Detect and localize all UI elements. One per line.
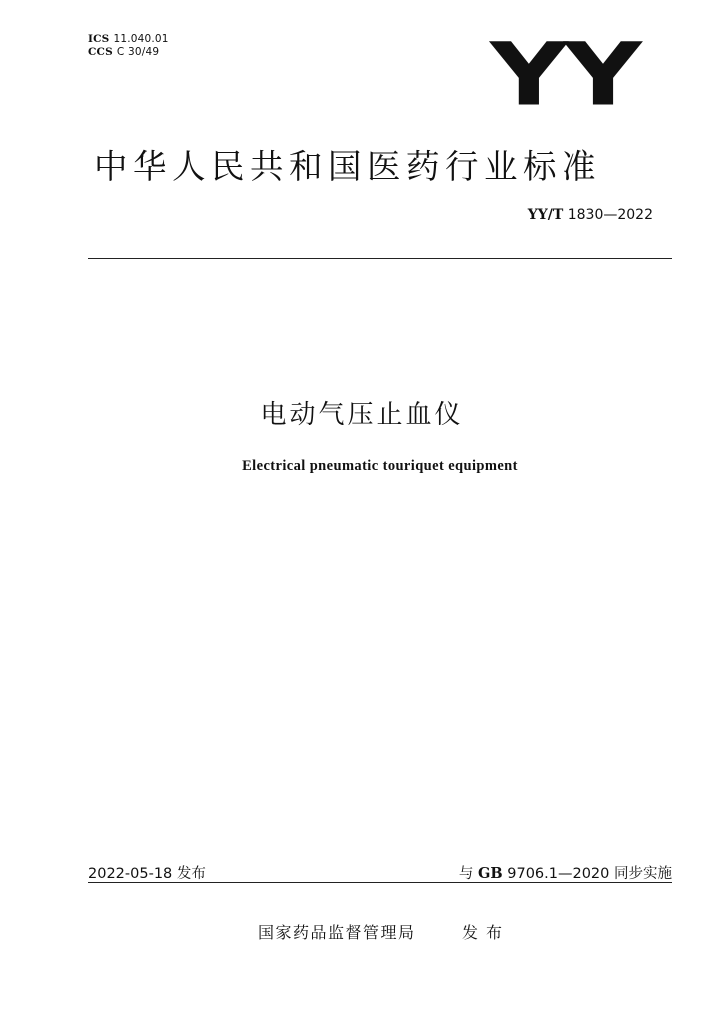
ics-code bbox=[88, 33, 169, 46]
ccs-label: CCS bbox=[88, 46, 113, 58]
yy-logo: YY bbox=[490, 24, 639, 126]
document-title-chinese: 电动气压止血仪 bbox=[260, 400, 464, 430]
standard-type-title: 中华人民共和国医药行业标准 bbox=[94, 147, 601, 186]
ccs-code bbox=[88, 46, 169, 59]
implementation-gb: GB bbox=[478, 865, 503, 882]
classification-codes bbox=[88, 33, 169, 59]
issue-label: 发布 bbox=[462, 923, 511, 942]
document-title-english: Electrical pneumatic touriquet equipment bbox=[242, 458, 518, 474]
implementation-date bbox=[459, 862, 672, 883]
standard-number-value: 1830—2022 bbox=[567, 207, 653, 223]
bottom-divider bbox=[88, 882, 672, 883]
ccs-value: C 30/49 bbox=[116, 46, 160, 58]
top-divider bbox=[88, 258, 672, 259]
ics-label: ICS bbox=[88, 33, 110, 45]
standard-number bbox=[528, 207, 653, 223]
standard-number-prefix: YY/T bbox=[527, 207, 564, 223]
implementation-rest: 9706.1—2020 同步实施 bbox=[507, 866, 672, 882]
ics-value: 11.040.01 bbox=[113, 33, 169, 45]
implementation-prefix: 与 bbox=[458, 866, 474, 882]
issuing-authority: 国家药品监督管理局 bbox=[258, 923, 416, 942]
publish-date: 2022-05-18 发布 bbox=[88, 866, 206, 882]
